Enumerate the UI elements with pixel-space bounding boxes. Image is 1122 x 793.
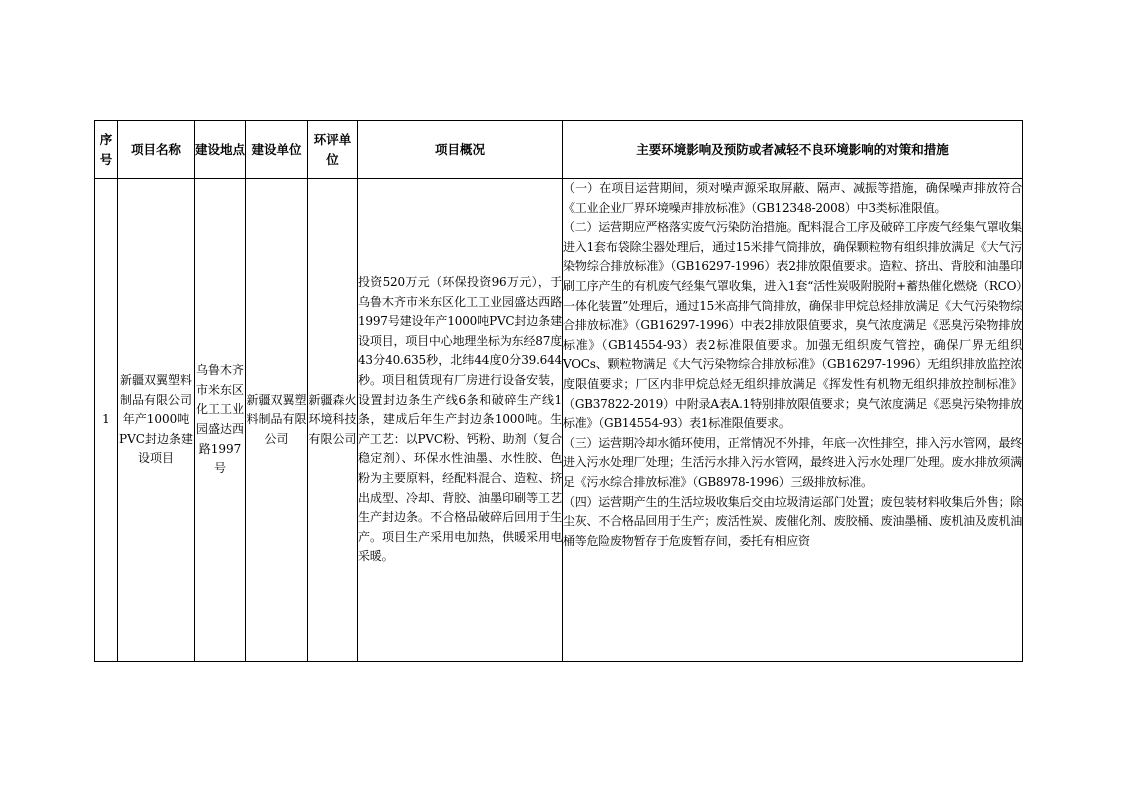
header-overview: 项目概况 xyxy=(358,121,563,179)
cell-developer: 新疆双翼塑料制品有限公司 xyxy=(246,179,308,662)
cell-no: 1 xyxy=(95,179,118,662)
cell-measures xyxy=(563,179,1023,662)
header-no: 序号 xyxy=(95,121,118,179)
header-location: 建设地点 xyxy=(195,121,246,179)
measure-air: （二）运营期应严格落实废气污染防治措施。配料混合工序及破碎工序废气经集气罩收集进入1套布袋除尘器处理后，通过15米排气筒排放，确保颗粒物有组织排放满足《大气污染物综合排放标准》（GB16297-1996）表2排放限值要求。造粒、挤出、背胶和油墨印刷工序产生的有机废气经集气罩收集，进入1套“活性炭吸附脱附+蓄热催化燃烧（RCO）一体化装置”处理后，通过15米高排气筒排放，确保非甲烷总烃排放满足《大气污染物综合排放标准》（GB16297-1996）中表2排放限值要求，臭气浓度满足《恶臭污染物排放标准》（GB14554-93）表2标准限值要求。加强无组织废气管控，确保厂界无组织VOCs、颗粒物满足《大气污染物综合排放标准》（GB16297-1996）无组织排放监控浓度限值要求；厂区内非甲烷总烃无组织排放满足《挥发性有机物无组织排放控制标准》（GB37822-2019）中附录A表A.1特别排放限值要求；臭气浓度满足《恶臭污染物排放标准》（GB14554-93）表1标准限值要求。 xyxy=(563,220,1022,431)
header-project-name: 项目名称 xyxy=(118,121,195,179)
header-developer: 建设单位 xyxy=(246,121,308,179)
header-measures: 主要环境影响及预防或者减轻不良环境影响的对策和措施 xyxy=(563,121,1023,179)
cell-location: 乌鲁木齐市米东区化工工业园盛达西路1997号 xyxy=(195,179,246,662)
measure-water: （三）运营期冷却水循环使用，正常情况不外排，年底一次性排空，排入污水管网，最终进入污水处理厂处理；生活污水排入污水管网，最终进入污水处理厂处理。废水排放须满足《污水综合排放标准》（GB8978-1996）三级排放标准。 xyxy=(563,435,1022,489)
cell-eia-agency: 新疆森火环境科技有限公司 xyxy=(308,179,358,662)
measure-solid-waste: （四）运营期产生的生活垃圾收集后交由垃圾清运部门处置；废包装材料收集后外售；除尘灰、不合格品回用于生产；废活性炭、废催化剂、废胶桶、废油墨桶、废机油及废机油桶等危险废物暂存于危废暂存间，委托有相应资 xyxy=(563,494,1022,548)
measure-noise: （一）在项目运营期间，须对噪声源采取屏蔽、隔声、减振等措施，确保噪声排放符合《工业企业厂界环境噪声排放标准》（GB12348-2008）中3类标准限值。 xyxy=(563,181,1022,215)
header-eia-agency: 环评单位 xyxy=(308,121,358,179)
cell-overview: 投资520万元（环保投资96万元），于乌鲁木齐市米东区化工工业园盛达西路1997号建设年产1000吨PVC封边条建设项目，项目中心地理坐标为东经87度43分40.635秒，北纬44度0分39.644秒。项目租赁现有厂房进行设备安装，设置封边条生产线6条和破碎生产线1条，建成后年生产封边条1000吨。生产工艺：以PVC粉、钙粉、助剂（复合稳定剂）、环保水性油墨、水性胶、色粉为主要原料，经配料混合、造粒、挤出成型、冷却、背胶、油墨印刷等工艺生产封边条。不合格品破碎后回用于生产。项目生产采用电加热，供暖采用电采暖。 xyxy=(358,179,563,662)
measures-container xyxy=(563,179,1022,661)
cell-project-name: 新疆双翼塑料制品有限公司年产1000吨PVC封边条建设项目 xyxy=(118,179,195,662)
project-table xyxy=(94,120,1023,662)
table-row xyxy=(95,179,1023,662)
header-row xyxy=(95,121,1023,179)
